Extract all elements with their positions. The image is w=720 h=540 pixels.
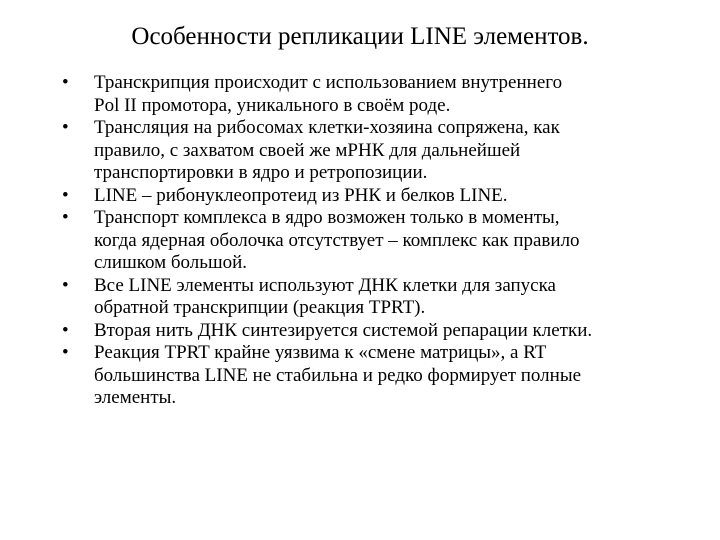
- bullet-item: [62, 185, 702, 208]
- bullet-icon: •: [62, 319, 69, 341]
- bullet-text-line: Pol II промотора, уникального в своём роде.: [94, 94, 451, 116]
- bullet-text-line: LINE – рибонуклеопротеид из РНК и белков LINE.: [94, 184, 508, 206]
- bullet-text-line: правило, с захватом своей же мРНК для дальнейшей: [94, 139, 521, 161]
- bullet-item: [62, 320, 702, 343]
- bullet-item: [62, 275, 702, 320]
- bullet-icon: •: [62, 184, 69, 206]
- bullet-text-line: Транспорт комплекса в ядро возможен только в моменты,: [94, 207, 560, 228]
- bullet-text-line: транспортировки в ядро и ретропозиции.: [94, 162, 428, 183]
- bullet-text-line: обратной транскрипции (реакция TPRT).: [94, 297, 426, 318]
- slide-title: Особенности репликации LINE элементов.: [131, 23, 589, 50]
- bullet-item: [62, 72, 702, 117]
- bullet-text-line: Трансляция на рибосомах клетки-хозяина сопряжена, как: [94, 117, 560, 138]
- bullet-list: [62, 72, 702, 410]
- bullet-icon: •: [62, 117, 69, 138]
- bullet-item: [62, 207, 702, 275]
- bullet-text-line: элементы.: [94, 387, 177, 408]
- bullet-icon: •: [62, 72, 69, 93]
- bullet-text-line: когда ядерная оболочка отсутствует – комплекс как правило: [94, 229, 580, 251]
- bullet-text-line: большинства LINE не стабильна и редко формирует полные: [94, 364, 582, 386]
- bullet-text-line: Вторая нить ДНК синтезируется системой репарации клетки.: [94, 319, 593, 341]
- bullet-icon: •: [62, 342, 69, 363]
- bullet-text-line: слишком большой.: [94, 252, 248, 273]
- bullet-icon: •: [62, 274, 69, 296]
- bullet-item: [62, 117, 702, 185]
- bullet-item: [62, 342, 702, 410]
- bullet-text-line: Реакция TPRT крайне уязвима к «смене матрицы», а RT: [94, 342, 547, 363]
- bullet-icon: •: [62, 207, 69, 228]
- bullet-text-line: Все LINE элементы используют ДНК клетки для запуска: [94, 274, 556, 296]
- bullet-text-line: Транскрипция происходит с использованием внутреннего: [94, 72, 563, 93]
